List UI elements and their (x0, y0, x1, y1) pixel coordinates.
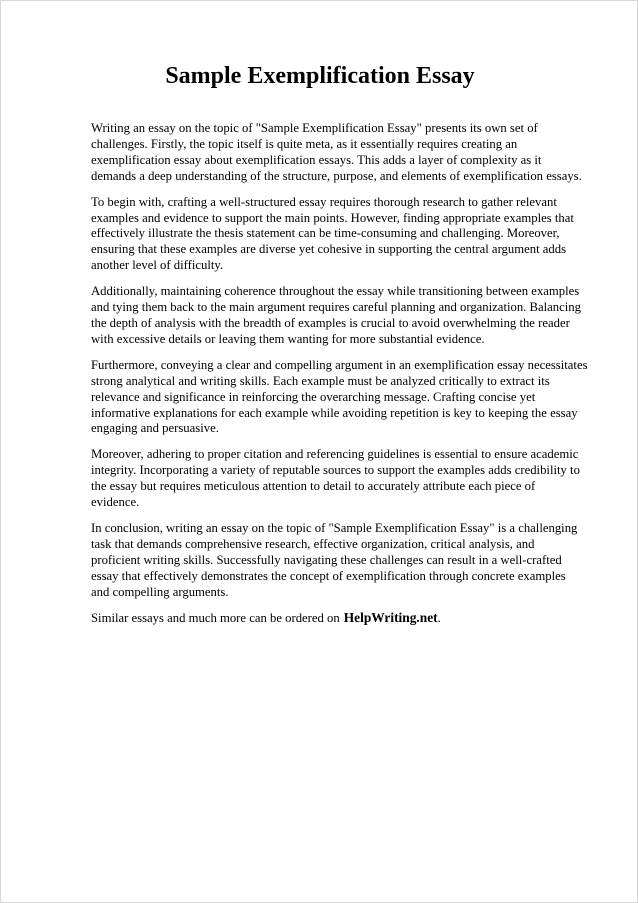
text-line: integrity. Incorporating a variety of reputable sources to support the examples adds credibility to (91, 463, 580, 478)
text-line: task that demands comprehensive research, effective organization, critical analysis, and (91, 536, 535, 551)
text-line: ensuring that these examples are diverse yet cohesive in supporting the central argument adds (91, 242, 567, 257)
essay-body (91, 121, 605, 627)
text-line: Furthermore, conveying a clear and compelling argument in an exemplification essay necessitates (91, 357, 588, 372)
paragraph-2 (91, 195, 605, 275)
text-line: essay that effectively demonstrates the concept of exemplification through concrete examples (91, 568, 566, 583)
page-title: Sample Exemplification Essay (165, 63, 475, 89)
text-line: To begin with, crafting a well-structured essay requires thorough research to gather relevant (91, 194, 557, 209)
footer-suffix: . (437, 611, 441, 626)
text-line: exemplification essay about exemplification essays. This adds a layer of complexity as it (91, 152, 542, 167)
text-line: and compelling arguments. (91, 584, 229, 599)
text-line: with excessive details or leaving them wanting for more substantial evidence. (91, 331, 485, 346)
text-line: Additionally, maintaining coherence throughout the essay while transitioning between examples (91, 284, 580, 299)
text-line: strong analytical and writing skills. Each example must be analyzed critically to extract its (91, 373, 550, 388)
helpwriting-link[interactable]: HelpWriting.net (343, 610, 438, 626)
text-line: challenges. Firstly, the topic itself is quite meta, as it essentially requires creating an (91, 136, 518, 151)
text-line: examples and evidence to support the main points. However, finding appropriate examples that (91, 210, 574, 225)
text-line: proficient writing skills. Successfully navigating these challenges can result in a well-crafted (91, 552, 562, 567)
footer-text: Similar essays and much more can be ordered on (91, 611, 340, 626)
paragraph-4 (91, 358, 605, 438)
text-line: another level of difficulty. (91, 258, 224, 273)
text-line: informative explanations for each example while avoiding repetition is key to keeping the essay (91, 405, 578, 420)
text-line: Writing an essay on the topic of "Sample Exemplification Essay" presents its own set of (91, 121, 538, 135)
paragraph-3 (91, 284, 605, 348)
text-line: relevance and significance in reinforcing the overarching message. Crafting concise yet (91, 389, 536, 404)
text-line: evidence. (91, 495, 140, 510)
paragraph-5 (91, 447, 605, 511)
footer-promo (91, 610, 605, 627)
text-line: the essay but requires meticulous attention to detail to accurately attribute each piece of (91, 479, 536, 494)
text-line: and tying them back to the main argument requires careful planning and organization. Balancing (91, 300, 581, 315)
text-line: the depth of analysis with the breadth of examples is crucial to avoid overwhelming the reader (91, 315, 570, 330)
paragraph-6 (91, 521, 605, 601)
text-line: Moreover, adhering to proper citation and referencing guidelines is essential to ensure academic (91, 447, 579, 462)
text-line: effectively illustrate the thesis statement can be time-consuming and challenging. Moreover, (91, 226, 560, 241)
text-line: demands a deep understanding of the structure, purpose, and elements of exemplification essays. (91, 168, 582, 183)
paragraph-1 (91, 121, 605, 185)
text-line: In conclusion, writing an essay on the topic of "Sample Exemplification Essay" is a challenging (91, 520, 578, 535)
text-line: engaging and persuasive. (91, 421, 219, 436)
